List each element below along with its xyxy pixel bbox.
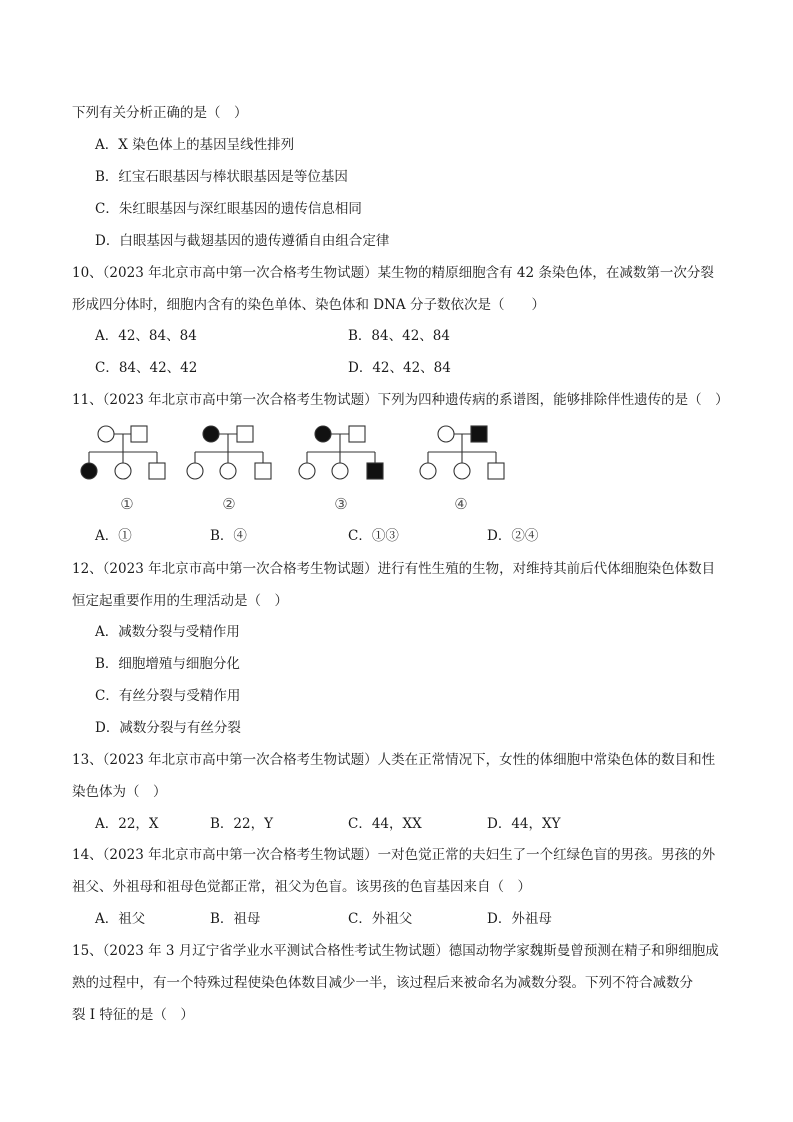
pedigree-1-father	[131, 426, 147, 442]
q14-stem-line2: 祖父、外祖母和祖母色觉都正常，祖父为色盲。该男孩的色盲基因来自（ ）	[72, 879, 531, 895]
q12-stem-line2: 恒定起重要作用的生理活动是（ ）	[72, 593, 288, 609]
pedigree-2-son	[255, 463, 271, 479]
q11-option-a: A．①	[95, 528, 132, 544]
q13-stem-line1: 13、（2023 年北京市高中第一次合格考生物试题）人类在正常情况下，女性的体细胞中常染色体的数目和性	[72, 752, 716, 768]
q10-stem-line2: 形成四分体时，细胞内含有的染色单体、染色体和 DNA 分子数依次是（ ）	[72, 297, 545, 313]
q10-option-a: A．42、84、84	[95, 328, 197, 344]
q13-stem-line2: 染色体为（ ）	[72, 784, 167, 800]
pedigree-4-affected-father	[471, 426, 487, 442]
q11-option-d: D．②④	[487, 528, 539, 544]
q14-option-b: B．祖母	[210, 911, 261, 927]
pedigree-3-daughter-1	[299, 463, 315, 479]
q10-option-b: B．84、42、84	[348, 328, 450, 344]
pedigree-4-mother	[438, 426, 454, 442]
pedigree-1-mother	[98, 426, 114, 442]
q12-option-a: A．减数分裂与受精作用	[95, 624, 240, 640]
pedigree-2	[187, 426, 271, 479]
pedigree-3-father	[349, 426, 365, 442]
pedigree-4-daughter-1	[420, 463, 436, 479]
pedigree-4-son	[488, 463, 504, 479]
pedigree-1	[81, 426, 165, 479]
pedigree-label-4: ④	[454, 495, 468, 513]
q13-option-b: B．22，Y	[210, 816, 274, 832]
question-intro-stem: 下列有关分析正确的是（ ）	[72, 105, 248, 121]
q14-option-a: A．祖父	[95, 911, 146, 927]
pedigree-1-affected-daughter	[81, 463, 97, 479]
q12-option-b: B．细胞增殖与细胞分化	[95, 656, 240, 672]
pedigree-label-1: ①	[120, 495, 134, 513]
pedigree-label-2: ②	[222, 495, 236, 513]
intro-option-c: C．朱红眼基因与深红眼基因的遗传信息相同	[95, 201, 362, 217]
pedigree-label-3: ③	[334, 495, 348, 513]
q12-stem-line1: 12、（2023 年北京市高中第一次合格考生物试题）进行有性生殖的生物，对维持其前后代体细胞染色体数目	[72, 561, 716, 577]
q14-stem-line1: 14、（2023 年北京市高中第一次合格考生物试题）一对色觉正常的夫妇生了一个红绿色盲的男孩。男孩的外	[72, 847, 716, 863]
q10-stem-line1: 10、（2023 年北京市高中第一次合格考生物试题）某生物的精原细胞含有 42 条染色体，在减数第一次分裂	[72, 265, 714, 281]
pedigree-2-father	[237, 426, 253, 442]
q15-stem-line1: 15、（2023 年 3 月辽宁省学业水平测试合格性考试生物试题）德国动物学家魏斯曼曾预测在精子和卵细胞成	[72, 943, 719, 959]
intro-option-a: A．X 染色体上的基因呈线性排列	[95, 137, 295, 153]
q12-option-d: D．减数分裂与有丝分裂	[95, 720, 241, 736]
q12-option-c: C．有丝分裂与受精作用	[95, 688, 241, 704]
pedigree-2-affected-mother	[203, 426, 219, 442]
pedigree-3-daughter-2	[332, 463, 348, 479]
pedigree-2-daughter-2	[220, 463, 236, 479]
q10-option-d: D．42、42、84	[348, 360, 451, 376]
q11-option-b: B．④	[210, 528, 247, 544]
q13-option-c: C．44，XX	[348, 816, 422, 832]
intro-option-d: D．白眼基因与截翅基因的遗传遵循自由组合定律	[95, 233, 390, 249]
pedigree-3-affected-mother	[315, 426, 331, 442]
pedigree-2-daughter-1	[187, 463, 203, 479]
q15-stem-line2: 熟的过程中，有一个特殊过程使染色体数目减少一半，该过程后来被命名为减数分裂。下列不符合减数分	[72, 975, 693, 991]
q14-option-c: C．外祖父	[348, 911, 413, 927]
q11-stem-line1: 11、（2023 年北京市高中第一次合格考生物试题）下列为四种遗传病的系谱图，能够排除伴性遗传的是（ ）	[72, 392, 729, 408]
q10-option-c: C．84、42、42	[95, 360, 198, 376]
pedigree-1-daughter	[115, 463, 131, 479]
q13-option-d: D．44，XY	[487, 816, 561, 832]
pedigree-3	[299, 426, 383, 479]
pedigree-charts	[0, 418, 793, 518]
intro-option-b: B．红宝石眼基因与棒状眼基因是等位基因	[95, 169, 348, 185]
pedigree-1-son	[149, 463, 165, 479]
q13-option-a: A．22，X	[95, 816, 159, 832]
q11-option-c: C．①③	[348, 528, 399, 544]
q15-stem-line3: 裂 I 特征的是（ ）	[72, 1007, 194, 1023]
pedigree-4	[420, 426, 504, 479]
q14-option-d: D．外祖母	[487, 911, 552, 927]
pedigree-4-daughter-2	[454, 463, 470, 479]
pedigree-3-affected-son	[367, 463, 383, 479]
